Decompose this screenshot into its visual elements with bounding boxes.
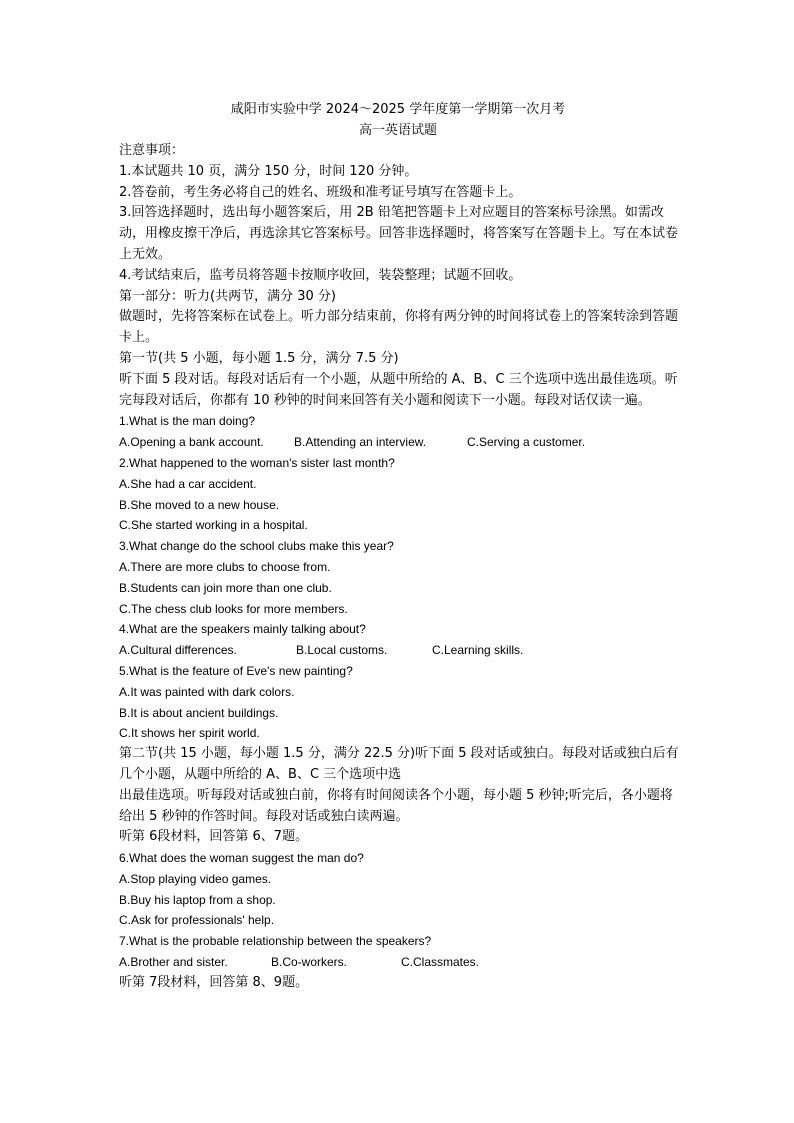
question-stem: 3.What change do the school clubs make this year? xyxy=(119,539,394,554)
question-stem: 7.What is the probable relationship between the speakers? xyxy=(119,934,432,949)
option-b: B.Attending an interview. xyxy=(294,435,427,450)
question-stem: 2.What happened to the woman's sister last month? xyxy=(119,455,395,470)
part1-heading: 第一部分：听力(共两节，满分 30 分) xyxy=(119,288,336,304)
option-c: C.Serving a customer. xyxy=(467,435,586,450)
exam-content xyxy=(119,99,685,994)
option-b: B.Buy his laptop from a shop. xyxy=(119,892,276,907)
option-a: A.There are more clubs to choose from. xyxy=(119,559,331,574)
option-b: B.Students can join more than one club. xyxy=(119,580,332,595)
option-c: C.It shows her spirit world. xyxy=(119,726,260,741)
option-b: B.It is about ancient buildings. xyxy=(119,705,279,720)
note-item: 2.答卷前，考生务必将自己的姓名、班级和准考证号填写在答题卡上。 xyxy=(119,184,522,200)
note-item: 1.本试题共 10 页，满分 150 分，时间 120 分钟。 xyxy=(119,163,418,179)
option-b: B.She moved to a new house. xyxy=(119,497,280,512)
option-c: C.She started working in a hospital. xyxy=(119,518,308,533)
notes-heading: 注意事项： xyxy=(119,143,185,158)
note-item: 3.回答选择题时，选出每小题答案后，用 2B 铅笔把答题卡上对应题目的答案标号涂黑。如需改动，用橡皮擦干净后，再选涂其它答案标号。回答非选择题时，将答案写在答题卡上。写在本试卷上无效。 xyxy=(119,205,679,262)
question-stem: 5.What is the feature of Eve's new painting? xyxy=(119,663,353,678)
exam-subtitle: 高一英语试题 xyxy=(358,123,437,138)
option-row xyxy=(119,952,685,973)
option-a: A.Cultural differences. xyxy=(119,643,237,658)
option-row xyxy=(119,640,685,661)
section1-heading: 第一节(共 5 小题，每小题 1.5 分，满分 7.5 分) xyxy=(119,350,399,366)
exam-header xyxy=(111,99,685,141)
option-a: A.Brother and sister. xyxy=(119,955,228,970)
option-c: C.Learning skills. xyxy=(432,643,524,658)
option-a: A.It was painted with dark colors. xyxy=(119,684,295,699)
option-a: A.Opening a bank account. xyxy=(119,435,264,450)
option-a: A.She had a car accident. xyxy=(119,476,257,491)
material-instruction: 听第 6段材料，回答第 6、7题。 xyxy=(119,829,309,845)
part1-instruction: 做题时，先将答案标在试卷上。听力部分结束前，你将有两分钟的时间将试卷上的答案转涂到答题卡上。 xyxy=(119,309,679,346)
option-a: A.Stop playing video games. xyxy=(119,871,272,886)
option-c: C.Classmates. xyxy=(401,955,480,970)
option-b: B.Local customs. xyxy=(296,643,388,658)
exam-title: 咸阳市实验中学 2024～2025 学年度第一学期第一次月考 xyxy=(230,102,566,117)
option-c: C.Ask for professionals' help. xyxy=(119,913,275,928)
option-row xyxy=(119,432,685,453)
question-stem: 6.What does the woman suggest the man do? xyxy=(119,851,364,866)
material-instruction: 听第 7段材料，回答第 8、9题。 xyxy=(119,974,309,990)
option-b: B.Co-workers. xyxy=(271,955,348,970)
option-c: C.The chess club looks for more members. xyxy=(119,601,348,616)
note-item: 4.考试结束后，监考员将答题卡按顺序收回，装袋整理；试题不回收。 xyxy=(119,267,522,283)
question-stem: 1.What is the man doing? xyxy=(119,414,256,429)
section2-instruction: 出最佳选项。听每段对话或独白前，你将有时间阅读各个小题，每小题 5 秒钟;听完后，各小题将给出 5 秒钟的作答时间。每段对话或独白读两遍。 xyxy=(119,787,673,824)
section2-heading: 第二节(共 15 小题，每小题 1.5 分，满分 22.5 分)听下面 5 段对话或独白。每段对话或独白后有几个小题，从题中所给的 A、B、C 三个选项中选 xyxy=(119,746,679,782)
section1-instruction: 听下面 5 段对话。每段对话后有一个小题，从题中所给的 A、B、C 三个选项中选出最佳选项。听完每段对话后，你都有 10 秒钟的时间来回答有关小题和阅读下一小题。每段对话仅读一遍。 xyxy=(119,371,678,408)
question-stem: 4.What are the speakers mainly talking about? xyxy=(119,622,366,637)
